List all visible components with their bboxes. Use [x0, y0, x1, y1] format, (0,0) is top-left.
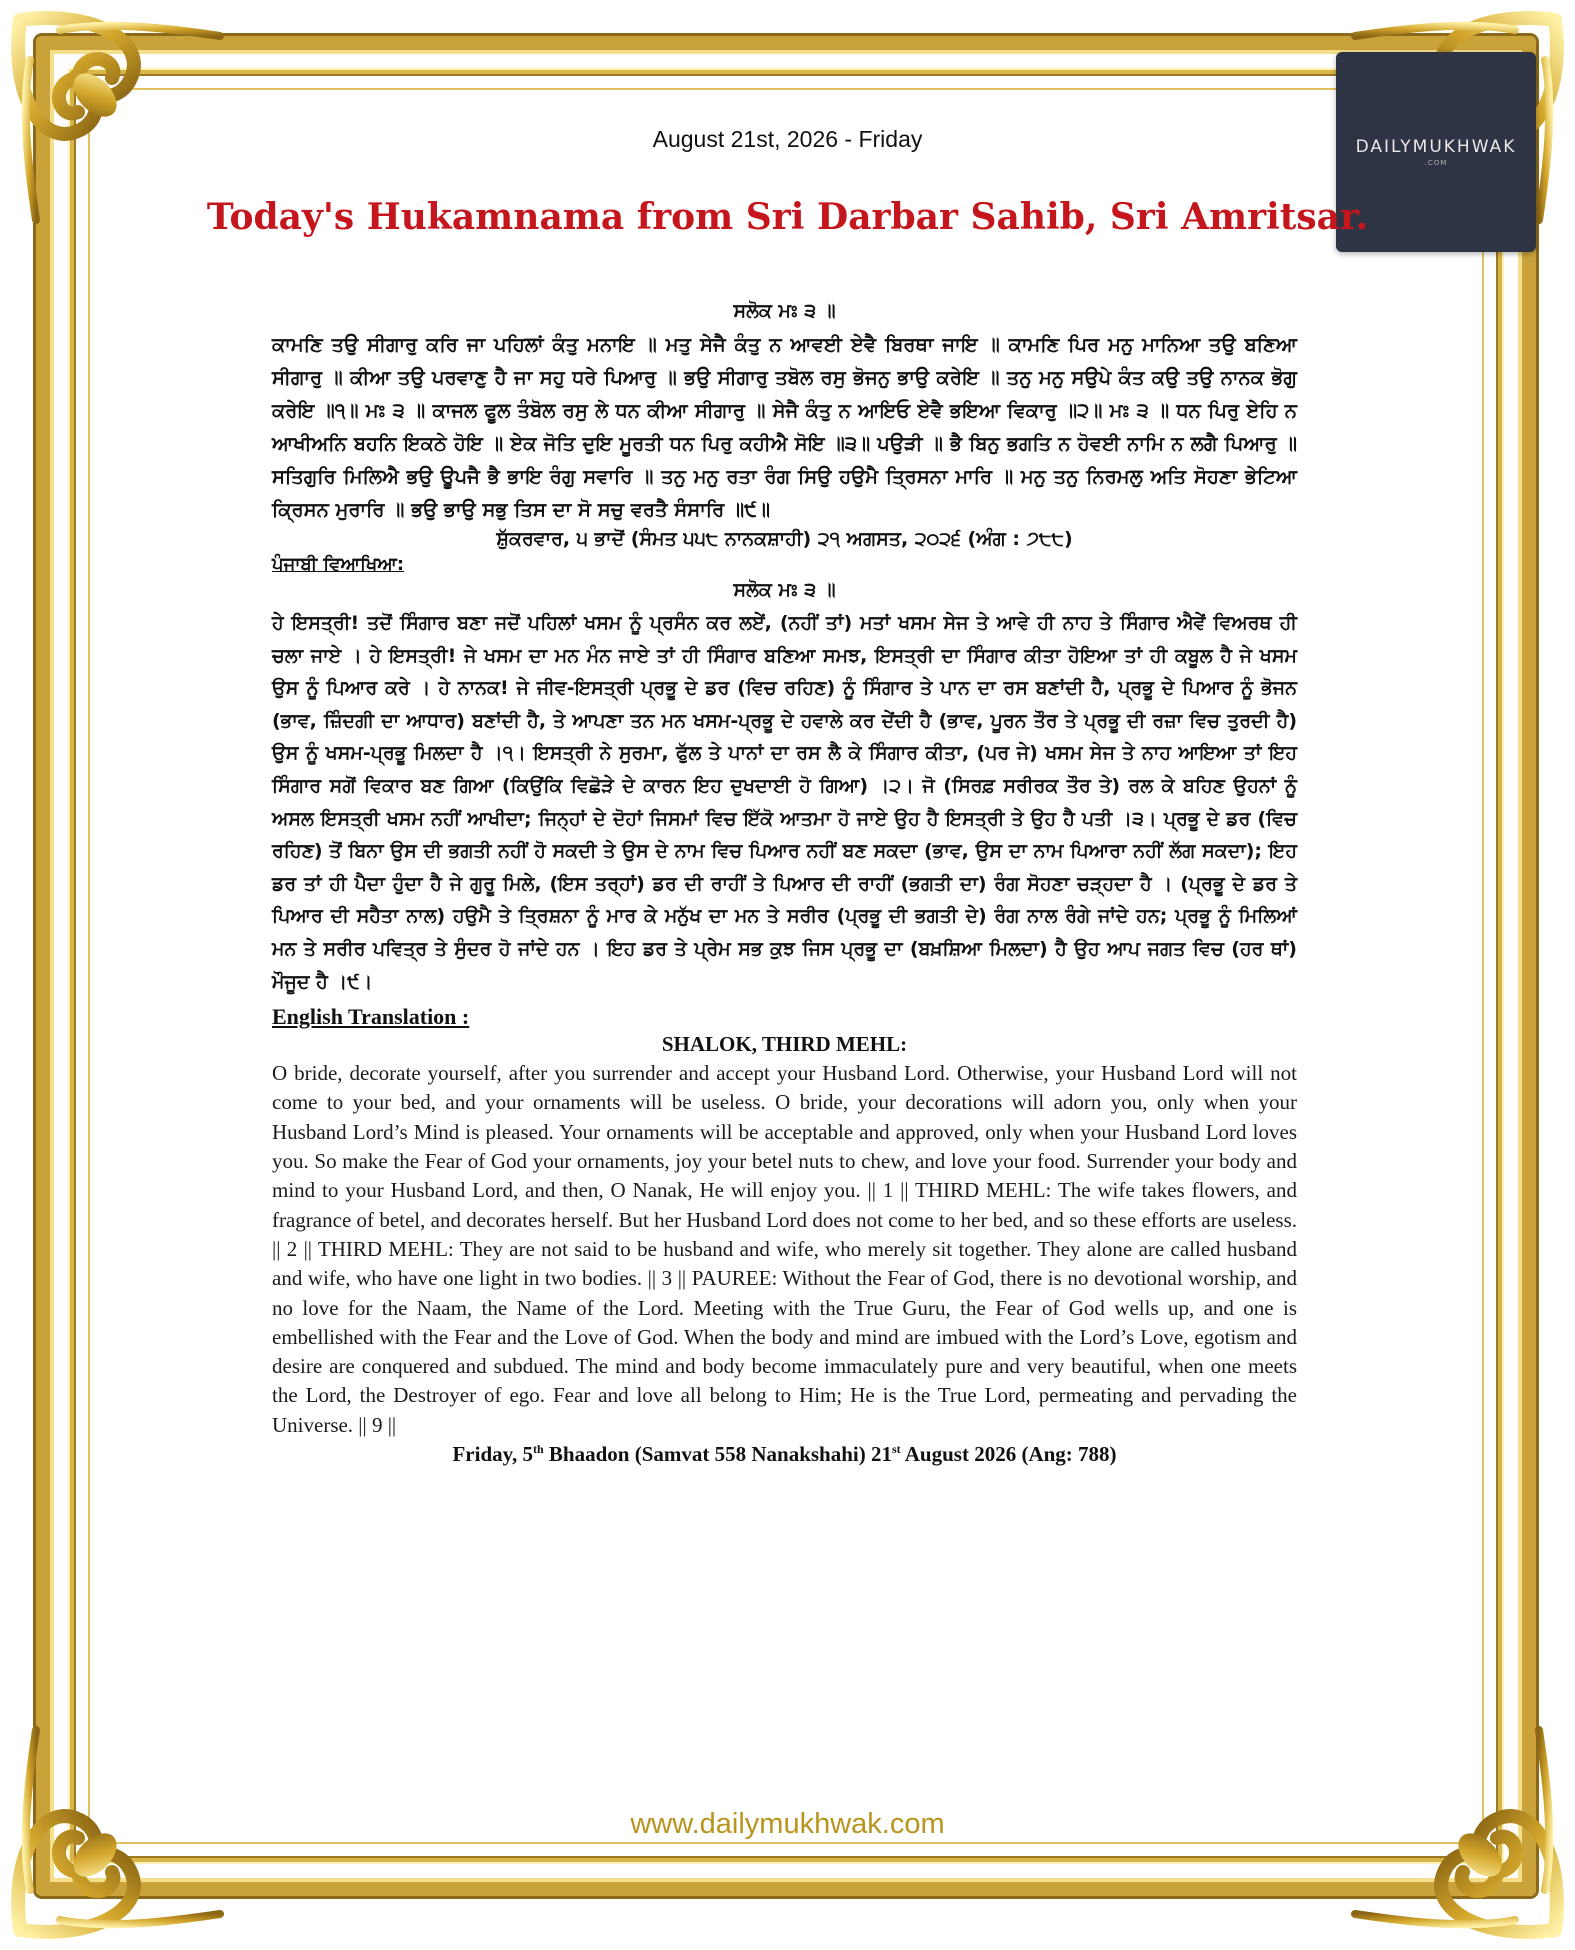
- website-url[interactable]: www.dailymukhwak.com: [630, 1808, 945, 1840]
- punjabi-label: ਪੰਜਾਬੀ ਵਿਆਖਿਆ:: [272, 554, 405, 575]
- english-date-part: Friday, 5: [452, 1441, 533, 1466]
- english-date: [272, 1442, 1297, 1467]
- english-heading: SHALOK, THIRD MEHL:: [661, 1032, 908, 1057]
- gurbani-text: ਕਾਮਣਿ ਤਉ ਸੀਗਾਰੁ ਕਰਿ ਜਾ ਪਹਿਲਾਂ ਕੰਤੁ ਮਨਾਇ ॥ ਮਤੁ ਸੇਜੈ ਕੰਤੁ ਨ ਆਵਈ ਏਵੈ ਬਿਰਥਾ ਜਾਇ ॥ ਕਾਮਣਿ ਪਿਰ ਮਨੁ ਮਾਨਿਆ ਤਉ ਬਣਿਆ ਸੀਗਾਰੁ ॥ ਕੀਆ ਤਉ ਪਰਵਾਣੁ ਹੈ ਜਾ ਸਹੁ ਧਰੇ ਪਿਆਰੁ ॥ ਭਉ ਸੀਗਾਰੁ ਤਬੋਲ ਰਸੁ ਭੋਜਨੁ ਭਾਉ ਕਰੇਇ ॥ ਤਨੁ ਮਨੁ ਸਉਪੇ ਕੰਤ ਕਉ ਤਉ ਨਾਨਕ ਭੋਗੁ ਕਰੇਇ ॥੧॥ ਮਃ ੩ ॥ ਕਾਜਲ ਫੂਲ ਤੰਬੋਲ ਰਸੁ ਲੇ ਧਨ ਕੀਆ ਸੀਗਾਰੁ ॥ ਸੇਜੈ ਕੰਤੁ ਨ ਆਇਓ ਏਵੈ ਭਇਆ ਵਿਕਾਰੁ ॥੨॥ ਮਃ ੩ ॥ ਧਨ ਪਿਰੁ ਏਹਿ ਨ ਆਖੀਅਨਿ ਬਹਨਿ ਇਕਠੇ ਹੋਇ ॥ ਏਕ ਜੋਤਿ ਦੁਇ ਮੂਰਤੀ ਧਨ ਪਿਰੁ ਕਹੀਐ ਸੋਇ ॥੩॥ ਪਉੜੀ ॥ ਭੈ ਬਿਨੁ ਭਗਤਿ ਨ ਹੋਵਈ ਨਾਮਿ ਨ ਲਗੈ ਪਿਆਰੁ ॥ ਸਤਿਗੁਰਿ ਮਿਲਿਐ ਭਉ ਊਪਜੈ ਭੈ ਭਾਇ ਰੰਗੁ ਸਵਾਰਿ ॥ ਤਨੁ ਮਨੁ ਰਤਾ ਰੰਗ ਸਿਉ ਹਉਮੈ ਤ੍ਰਿਸਨਾ ਮਾਰਿ ॥ ਮਨੁ ਤਨੁ ਨਿਰਮਲੁ ਅਤਿ ਸੋਹਣਾ ਭੇਟਿਆ ਕ੍ਰਿਸਨ ਮੁਰਾਰਿ ॥ ਭਉ ਭਾਉ ਸਭੁ ਤਿਸ ਦਾ ਸੋ ਸਚੁ ਵਰਤੈ ਸੰਸਾਰਿ ॥੯॥: [272, 333, 1297, 521]
- logo-subtext: .COM: [1424, 159, 1448, 167]
- gurbani-heading: ਸਲੋਕ ਮਃ ੩ ॥: [733, 300, 836, 322]
- english-label: English Translation :: [272, 1004, 470, 1030]
- english-date-sup: st: [892, 1441, 901, 1456]
- main-content: [272, 300, 1297, 1467]
- english-date-sup: th: [532, 1441, 544, 1456]
- punjabi-heading: ਸਲੋਕ ਮਃ ੩ ॥: [733, 579, 836, 601]
- english-text: O bride, decorate yourself, after you surrender and accept your Husband Lord. Otherwise, your Husband Lord will not come to your bed, and your ornaments will be useless. O bride, your decorations will adorn you, only when your Husband Lord’s Mind is pleased. Your ornaments will be acceptable and approved, only when your Husband Lord loves you. So make the Fear of God your ornaments, joy your betel nuts to chew, and love your food. Surrender your body and mind to your Husband Lord, and then, O Nanak, He will enjoy you. || 1 || THIRD MEHL: The wife takes flowers, and fragrance of betel, and decorates herself. But her Husband Lord does not come to her bed, and so these efforts are useless. || 2 || THIRD MEHL: They are not said to be husband and wife, who merely sit together. They alone are called husband and wife, who have one light in two bodies. || 3 || PAUREE: Without the Fear of God, there is no devotional worship, and no love for the Naam, the Name of the Lord. Meeting with the True Guru, the Fear of God wells up, and one is embellished with the Fear and the Love of God. When the body and mind are imbued with the Lord’s Love, egotism and desire are conquered and subdued. The mind and body become immaculately pure and very beautiful, when one meets the Lord, the Destroyer of ego. Fear and love all belong to Him; He is the True Lord, permeating and pervading the Universe. || 9 ||: [272, 1061, 1297, 1437]
- date-line: August 21st, 2026 - Friday: [652, 126, 923, 152]
- english-date-part: Bhaadon (Samvat 558 Nanakshahi) 21: [543, 1441, 892, 1466]
- punjabi-text: ਹੇ ਇਸਤ੍ਰੀ! ਤਦੋਂ ਸਿੰਗਾਰ ਬਣਾ ਜਦੋਂ ਪਹਿਲਾਂ ਖਸਮ ਨੂੰ ਪ੍ਰਸੰਨ ਕਰ ਲਏਂ, (ਨਹੀਂ ਤਾਂ) ਮਤਾਂ ਖਸਮ ਸੇਜ ਤੇ ਆਵੇ ਹੀ ਨਾਹ ਤੇ ਸਿੰਗਾਰ ਐਵੇਂ ਵਿਅਰਥ ਹੀ ਚਲਾ ਜਾਏ । ਹੇ ਇਸਤ੍ਰੀ! ਜੇ ਖਸਮ ਦਾ ਮਨ ਮੰਨ ਜਾਏ ਤਾਂ ਹੀ ਸਿੰਗਾਰ ਬਣਿਆ ਸਮਝ, ਇਸਤ੍ਰੀ ਦਾ ਸਿੰਗਾਰ ਕੀਤਾ ਹੋਇਆ ਤਾਂ ਹੀ ਕਬੂਲ ਹੈ ਜੇ ਖਸਮ ਉਸ ਨੂੰ ਪਿਆਰ ਕਰੇ । ਹੇ ਨਾਨਕ! ਜੇ ਜੀਵ-ਇਸਤ੍ਰੀ ਪ੍ਰਭੂ ਦੇ ਡਰ (ਵਿਚ ਰਹਿਣ) ਨੂੰ ਸਿੰਗਾਰ ਤੇ ਪਾਨ ਦਾ ਰਸ ਬਣਾਂਦੀ ਹੈ, ਪ੍ਰਭੂ ਦੇ ਪਿਆਰ ਨੂੰ ਭੋਜਨ (ਭਾਵ, ਜ਼ਿੰਦਗੀ ਦਾ ਆਧਾਰ) ਬਣਾਂਦੀ ਹੈ, ਤੇ ਆਪਣਾ ਤਨ ਮਨ ਖਸਮ-ਪ੍ਰਭੂ ਦੇ ਹਵਾਲੇ ਕਰ ਦੇਂਦੀ ਹੈ (ਭਾਵ, ਪੂਰਨ ਤੌਰ ਤੇ ਪ੍ਰਭੂ ਦੀ ਰਜ਼ਾ ਵਿਚ ਤੁਰਦੀ ਹੈ) ਉਸ ਨੂੰ ਖਸਮ-ਪ੍ਰਭੂ ਮਿਲਦਾ ਹੈ ।੧। ਇਸਤ੍ਰੀ ਨੇ ਸੁਰਮਾ, ਫੁੱਲ ਤੇ ਪਾਨਾਂ ਦਾ ਰਸ ਲੈ ਕੇ ਸਿੰਗਾਰ ਕੀਤਾ, (ਪਰ ਜੇ) ਖਸਮ ਸੇਜ ਤੇ ਨਾਹ ਆਇਆ ਤਾਂ ਇਹ ਸਿੰਗਾਰ ਸਗੋਂ ਵਿਕਾਰ ਬਣ ਗਿਆ (ਕਿਉਂਕਿ ਵਿਛੋੜੇ ਦੇ ਕਾਰਨ ਇਹ ਦੁਖਦਾਈ ਹੋ ਗਿਆ) ।੨। ਜੋ (ਸਿਰਫ਼ ਸਰੀਰਕ ਤੌਰ ਤੇ) ਰਲ ਕੇ ਬਹਿਣ ਉਹਨਾਂ ਨੂੰ ਅਸਲ ਇਸਤ੍ਰੀ ਖਸਮ ਨਹੀਂ ਆਖੀਦਾ; ਜਿਨ੍ਹਾਂ ਦੇ ਦੋਹਾਂ ਜਿਸਮਾਂ ਵਿਚ ਇੱਕੋ ਆਤਮਾ ਹੋ ਜਾਏ ਉਹ ਹੈ ਇਸਤ੍ਰੀ ਤੇ ਉਹ ਹੈ ਪਤੀ ।੩। ਪ੍ਰਭੂ ਦੇ ਡਰ (ਵਿਚ ਰਹਿਣ) ਤੋਂ ਬਿਨਾ ਉਸ ਦੀ ਭਗਤੀ ਨਹੀਂ ਹੋ ਸਕਦੀ ਤੇ ਉਸ ਦੇ ਨਾਮ ਵਿਚ ਪਿਆਰ ਨਹੀਂ ਬਣ ਸਕਦਾ (ਭਾਵ, ਉਸ ਦਾ ਨਾਮ ਪਿਆਰਾ ਨਹੀਂ ਲੱਗ ਸਕਦਾ); ਇਹ ਡਰ ਤਾਂ ਹੀ ਪੈਦਾ ਹੁੰਦਾ ਹੈ ਜੇ ਗੁਰੂ ਮਿਲੇ, (ਇਸ ਤਰ੍ਹਾਂ) ਡਰ ਦੀ ਰਾਹੀਂ ਤੇ ਪਿਆਰ ਦੀ ਰਾਹੀਂ (ਭਗਤੀ ਦਾ) ਰੰਗ ਸੋਹਣਾ ਚੜ੍ਹਦਾ ਹੈ । (ਪ੍ਰਭੂ ਦੇ ਡਰ ਤੇ ਪਿਆਰ ਦੀ ਸਹੈਤਾ ਨਾਲ) ਹਉਮੈ ਤੇ ਤ੍ਰਿਸ਼ਨਾ ਨੂੰ ਮਾਰ ਕੇ ਮਨੁੱਖ ਦਾ ਮਨ ਤੇ ਸਰੀਰ (ਪ੍ਰਭੂ ਦੀ ਭਗਤੀ ਦੇ) ਰੰਗ ਨਾਲ ਰੰਗੇ ਜਾਂਦੇ ਹਨ; ਪ੍ਰਭੂ ਨੂੰ ਮਿਲਿਆਂ ਮਨ ਤੇ ਸਰੀਰ ਪਵਿਤ੍ਰ ਤੇ ਸੁੰਦਰ ਹੋ ਜਾਂਦੇ ਹਨ । ਇਹ ਡਰ ਤੇ ਪ੍ਰੇਮ ਸਭ ਕੁਝ ਜਿਸ ਪ੍ਰਭੂ ਦਾ (ਬਖ਼ਸ਼ਿਆ ਮਿਲਦਾ) ਹੈ ਉਹ ਆਪ ਜਗਤ ਵਿਚ (ਹਰ ਥਾਂ) ਮੌਜੂਦ ਹੈ ।੯।: [272, 612, 1297, 993]
- gurbani-date: ਸ਼ੁੱਕਰਵਾਰ, ੫ ਭਾਦੋਂ (ਸੰਮਤ ੫੫੮ ਨਾਨਕਸ਼ਾਹੀ) ੨੧ ਅਗਸਤ, ੨੦੨੬ (ਅੰਗ : ੭੮੮): [496, 528, 1073, 550]
- logo-text: DAILYMUKHWAK: [1355, 137, 1517, 157]
- english-date-part: August 2026 (Ang: 788): [900, 1441, 1117, 1466]
- page-title: Today's Hukamnama from Sri Darbar Sahib, Sri Amritsar.: [206, 196, 1369, 238]
